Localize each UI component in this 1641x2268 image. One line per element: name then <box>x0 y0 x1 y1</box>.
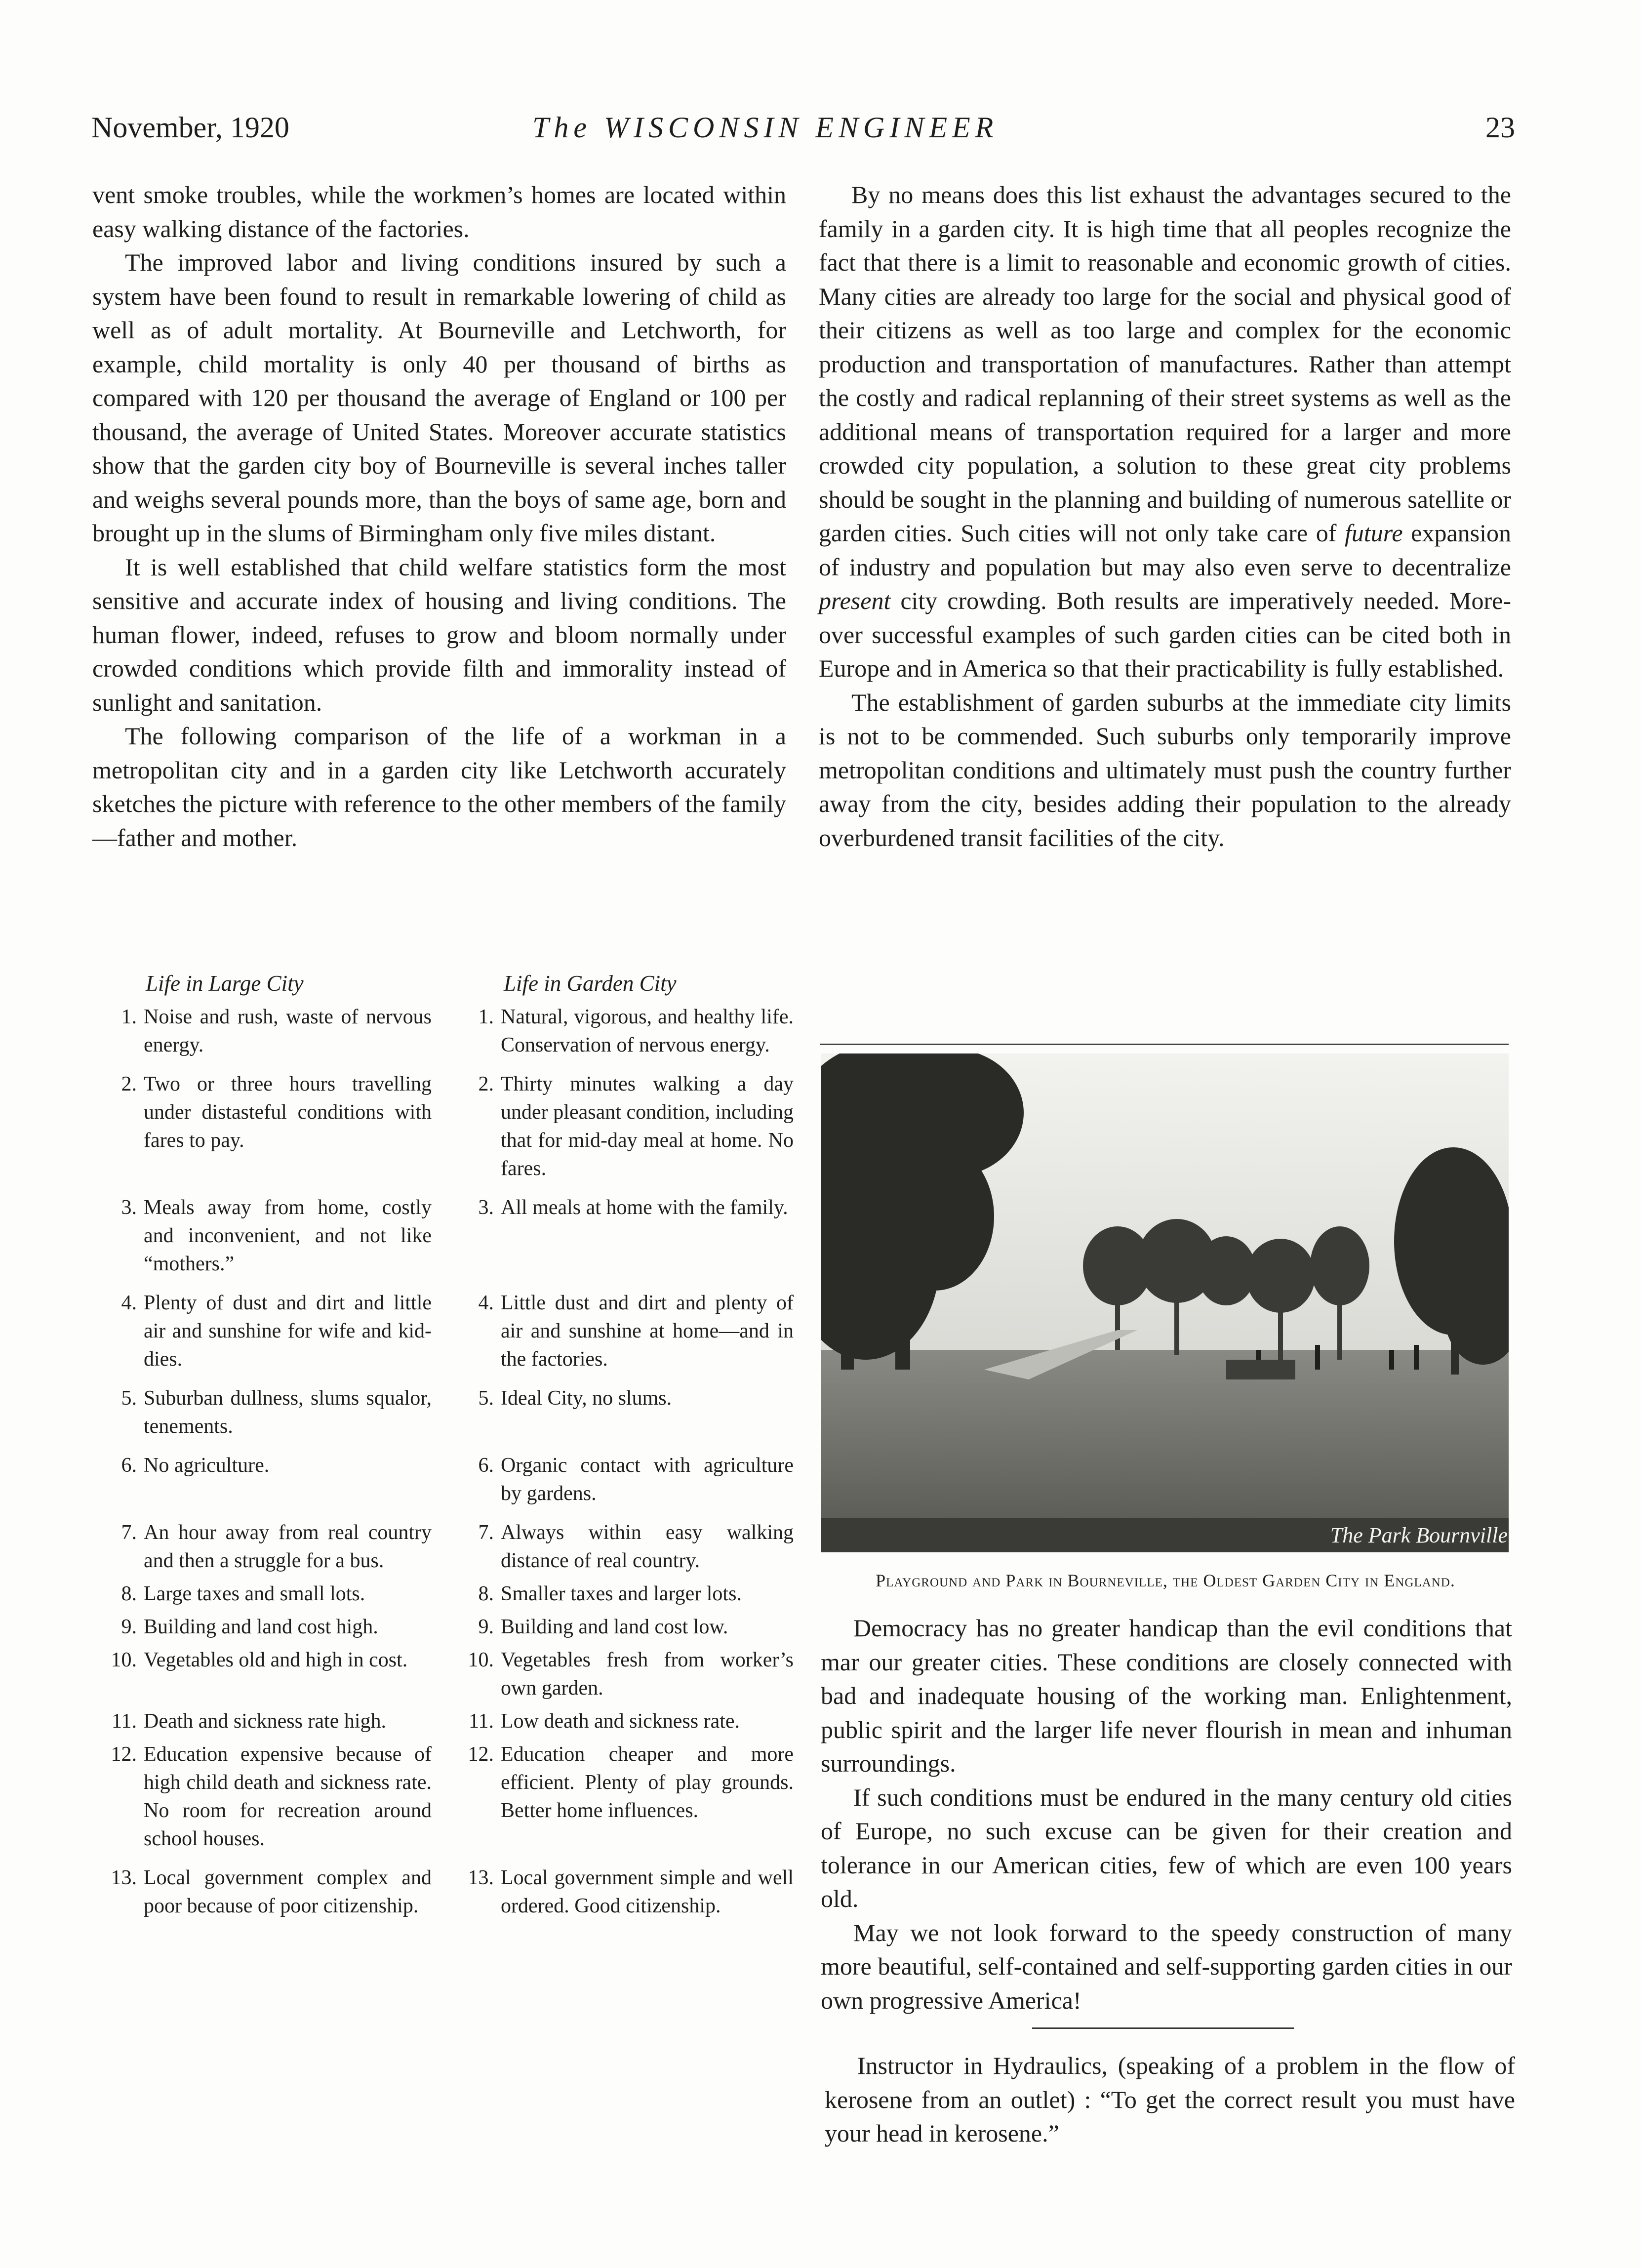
comparison-row <box>92 1580 794 1608</box>
item-text: Low death and sickness rate. <box>501 1710 740 1733</box>
item-number: 13. <box>111 1866 137 1889</box>
item-text: All meals at home with the family. <box>501 1196 788 1219</box>
garden-city-item <box>449 1194 794 1278</box>
paragraph: It is well established that child welfare statistics form the most sensitive and accurate index of housing and living conditions. The human flower, indeed, refuses to grow and bloom normally under crowded conditions which provide filth and immorality instead of sunlight and sanitation. <box>92 553 786 716</box>
large-city-item <box>92 1646 432 1702</box>
garden-city-item <box>449 1003 794 1059</box>
right-column-lower <box>821 1611 1512 2017</box>
park-photograph <box>821 1053 1509 1552</box>
item-text: Vegetables old and high in cost. <box>144 1649 408 1671</box>
comparison-row <box>92 1646 794 1702</box>
item-number: 12. <box>111 1743 137 1766</box>
item-text: Suburban dullness, slums squalor, tenements. <box>144 1387 432 1438</box>
item-text: Noise and rush, waste of nervous energy. <box>144 1006 432 1056</box>
item-number: 4. <box>121 1292 137 1314</box>
item-text: Local government complex and poor because of poor citizenship. <box>144 1866 432 1917</box>
comparison-row <box>92 1003 794 1059</box>
comparison-row <box>92 1519 794 1575</box>
photo-rule <box>820 1044 1509 1045</box>
comparison-row <box>92 1741 794 1853</box>
emphasis-future: future <box>1345 519 1403 547</box>
garden-city-item <box>449 1452 794 1508</box>
item-text: Meals away from home, costly and inconvenient, and not like “mothers.” <box>144 1196 432 1275</box>
large-city-item <box>92 1452 432 1508</box>
large-city-item <box>92 1580 432 1608</box>
garden-city-item <box>449 1289 794 1374</box>
large-city-item <box>92 1194 432 1278</box>
item-text: Local government simple and well ordered. Good citizenship. <box>501 1866 794 1917</box>
comparison-row <box>92 1707 794 1736</box>
paragraph: The improved labor and living conditions insured by such a system have been found to result in remarkable lowering of child as well as of adult mortality. At Bourneville and Letchworth, for example, child mortality is only 40 per thousand of births as compared with 120 per thousand the average of England or 100 per thousand, the average of United States. Moreover accurate statistics show that the garden city boy of Bourneville is several inches taller and weighs several pounds more, than the boys of same age, born and brought up in the slums of Birmingham only five miles distant. <box>92 248 786 547</box>
item-number: 3. <box>121 1196 137 1219</box>
paragraph: The following comparison of the life of a workman in a metropolitan city and in a garden city like Letchworth accurately sketches the picture with reference to the other members of the family—father and mother. <box>92 722 786 851</box>
large-city-item <box>92 1003 432 1059</box>
comparison-list <box>92 971 794 1931</box>
paragraph: vent smoke troubles, while the workmen’s homes are located within easy walking distance of the factories. <box>92 181 786 243</box>
item-number: 5. <box>121 1387 137 1410</box>
item-number: 5. <box>478 1387 494 1410</box>
paragraph: May we not look forward to the speedy construction of many more beautiful, self-contained and self-supporting garden cities in our own progressive America! <box>821 1918 1512 2014</box>
emphasis-present: present <box>819 587 891 614</box>
item-text: Smaller taxes and larger lots. <box>501 1582 742 1605</box>
item-text: Organic contact with agriculture by gardens. <box>501 1454 794 1505</box>
item-text: Two or three hours travelling under distasteful conditions with fares to pay. <box>144 1073 432 1152</box>
item-text: Large taxes and small lots. <box>144 1582 365 1605</box>
garden-city-item <box>449 1070 794 1183</box>
anecdote <box>825 2049 1515 2150</box>
large-city-item <box>92 1741 432 1853</box>
item-text: An hour away from real country and then a struggle for a bus. <box>144 1521 432 1572</box>
large-city-item <box>92 1864 432 1920</box>
section-divider <box>1032 2027 1294 2029</box>
paragraph: Democracy has no greater handicap than the evil conditions that mar our greater cities. These conditions are closely connected with bad and inadequate housing of the working man. Enlightenment, public spirit and the larger life never flourish in mean and inhuman surroundings. <box>821 1614 1512 1777</box>
item-text: Natural, vigorous, and healthy life. Conservation of nervous energy. <box>501 1006 794 1056</box>
item-number: 11. <box>112 1710 137 1733</box>
text-run: By no means does this list exhaust the advantages secured to the family in a garden city. It is high time that all peoples recognize the fact that there is a limit to reasonable and economic growth of cities. Many cities are already too large for the social and physical good of their citizens as well as too large and complex for the economic production and transportation of manufactures. Rather than attempt the costly and radical replanning of their street systems as well as the additional means of transportation required for a larger and more crowded city population, a solution to these great city problems should be sought in the planning and building of numerous satellite or garden cities. Such cities will not only take care of <box>819 181 1511 547</box>
large-city-item <box>92 1613 432 1641</box>
item-number: 13. <box>468 1866 494 1889</box>
photo-inscription: The Park Bournville <box>1330 1523 1508 1547</box>
journal-title: The WISCONSIN ENGINEER <box>532 111 999 144</box>
comparison-row <box>92 1194 794 1278</box>
paragraph: The establishment of garden suburbs at the immediate city limits is not to be commended. Such suburbs only temporarily improve metropolitan conditions and ultimately must push the country further away from the city, besides adding their population to the already overburdened transit facilities of the city. <box>819 688 1511 851</box>
left-column <box>92 178 786 854</box>
garden-city-item <box>449 1384 794 1441</box>
item-number: 6. <box>121 1454 137 1477</box>
photo-caption: Playground and Park in Bourneville, the Oldest Garden City in England. <box>876 1571 1455 1590</box>
garden-city-item <box>449 1741 794 1853</box>
item-text: Building and land cost high. <box>144 1616 378 1638</box>
item-number: 9. <box>478 1616 494 1638</box>
item-number: 10. <box>468 1649 494 1671</box>
item-number: 8. <box>478 1582 494 1605</box>
right-column <box>819 178 1511 854</box>
comparison-row <box>92 1452 794 1508</box>
item-number: 6. <box>478 1454 494 1477</box>
comparison-row <box>92 1613 794 1641</box>
item-number: 4. <box>478 1292 494 1314</box>
comparison-row <box>92 1070 794 1183</box>
item-text: Plenty of dust and dirt and little air and sunshine for wife and kiddies. <box>144 1292 432 1371</box>
header-date: November, 1920 <box>91 111 289 144</box>
item-number: 3. <box>478 1196 494 1219</box>
comparison-rows <box>92 1003 794 1920</box>
item-number: 8. <box>121 1582 137 1605</box>
comparison-row <box>92 1289 794 1374</box>
text-run: expansion of industry and population but may also even serve to decentralize <box>819 519 1511 581</box>
item-number: 9. <box>121 1616 137 1638</box>
item-text: Education expensive because of high child death and sickness rate. No room for recreation around school houses. <box>144 1743 432 1850</box>
garden-city-item <box>449 1646 794 1702</box>
item-text: Always within easy walking distance of real country. <box>501 1521 794 1572</box>
item-text: Ideal City, no slums. <box>501 1387 672 1410</box>
item-text: No agriculture. <box>144 1454 270 1477</box>
item-number: 10. <box>111 1649 137 1671</box>
item-number: 7. <box>121 1521 137 1544</box>
item-text: Death and sickness rate high. <box>144 1710 387 1733</box>
large-city-item <box>92 1070 432 1183</box>
item-number: 1. <box>121 1006 137 1028</box>
heading-garden-city: Life in Garden City <box>504 971 677 996</box>
park-photo-illustration <box>821 1053 1509 1552</box>
item-text: Little dust and dirt and plenty of air and sunshine at home—and in the factories. <box>501 1292 794 1371</box>
large-city-item <box>92 1384 432 1441</box>
page-number: 23 <box>1485 111 1515 144</box>
heading-large-city: Life in Large City <box>146 971 304 996</box>
garden-city-item <box>449 1580 794 1608</box>
item-text: Building and land cost low. <box>501 1616 728 1638</box>
item-number: 7. <box>478 1521 494 1544</box>
comparison-row <box>92 1384 794 1441</box>
comparison-headings <box>92 971 794 1003</box>
garden-city-item <box>449 1707 794 1736</box>
comparison-row <box>92 1864 794 1920</box>
item-text: Thirty minutes walking a day under pleasant condition, including that for mid-day meal at home. No fares. <box>501 1073 794 1180</box>
large-city-item <box>92 1707 432 1736</box>
item-number: 11. <box>469 1710 494 1733</box>
garden-city-item <box>449 1519 794 1575</box>
item-text: Vegetables fresh from worker’s own garden. <box>501 1649 794 1700</box>
item-number: 2. <box>121 1073 137 1095</box>
garden-city-item <box>449 1864 794 1920</box>
item-text: Education cheaper and more efficient. Plenty of play grounds. Better home influences. <box>501 1743 794 1822</box>
anecdote-text: Instructor in Hydraulics, (speaking of a problem in the flow of kerosene from an outlet) : “To get the correct result you must have your head in kerosene.” <box>825 2052 1515 2147</box>
garden-city-item <box>449 1613 794 1641</box>
item-number: 2. <box>478 1073 494 1095</box>
item-number: 1. <box>478 1006 494 1028</box>
item-number: 12. <box>468 1743 494 1766</box>
paragraph <box>819 178 1511 686</box>
text-run: city crowding. Both results are imperatively needed. Moreover successful examples of such garden cities can be cited both in Europe and in America so that their practicability is fully established. <box>819 587 1512 682</box>
large-city-item <box>92 1289 432 1374</box>
large-city-item <box>92 1519 432 1575</box>
paragraph: If such conditions must be endured in the many century old cities of Europe, no such excuse can be given for their creation and tolerance in our American cities, few of which are even 100 years old. <box>821 1783 1512 1912</box>
